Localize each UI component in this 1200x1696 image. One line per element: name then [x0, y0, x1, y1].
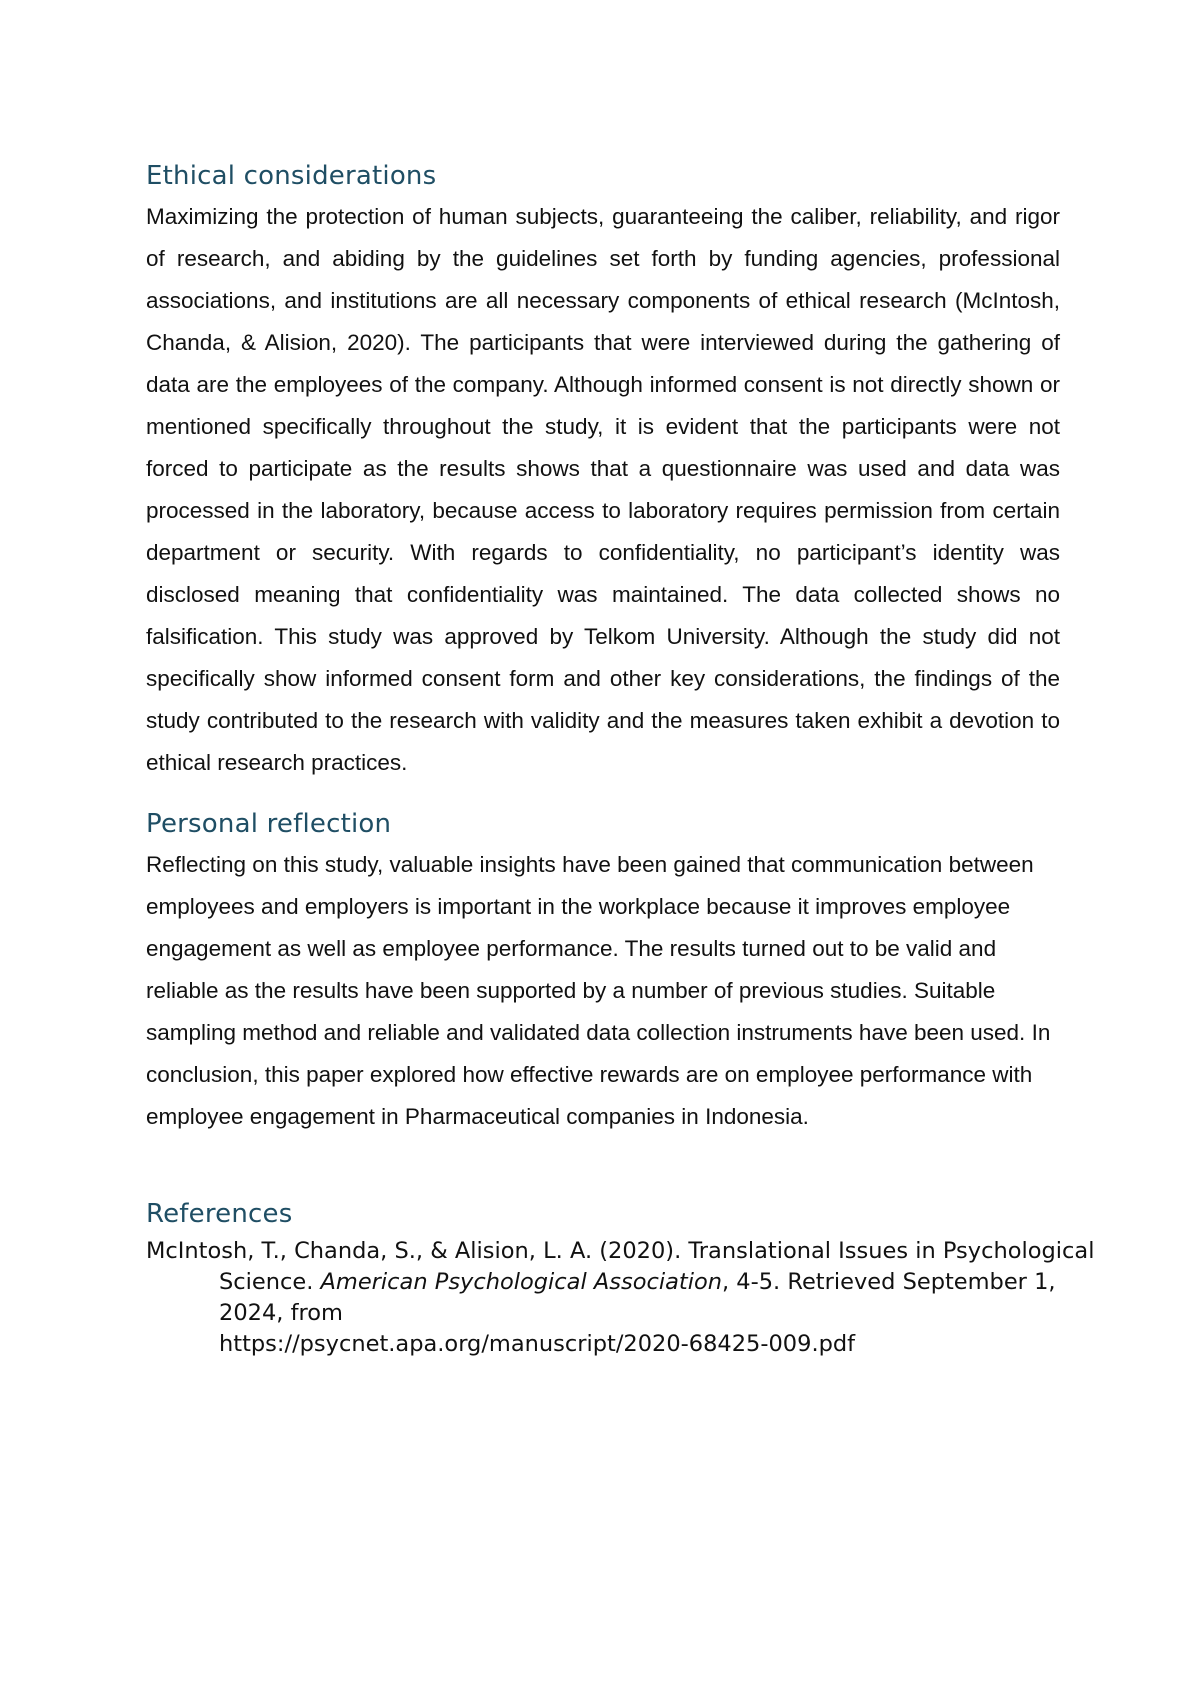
reference-pages-retrieved: , 4-5. Retrieved September 1, 2024, from [219, 1269, 1056, 1326]
reference-entry [146, 1236, 1119, 1360]
heading-ethical-considerations: Ethical considerations [146, 161, 437, 191]
reference-authors-title: McIntosh, T., Chanda, S., & Alision, L. A. (2020). Translational Issues in Psychological Science. [146, 1238, 1095, 1295]
paragraph-ethical-considerations: Maximizing the protection of human subjects, guaranteeing the caliber, reliability, and rigor of research, and abiding by the guidelines set forth by funding agencies, professional associations, and institutions are all necessary components of ethical research (McIntosh, Chanda, & Alision, 2020). The participants that were interviewed during the gathering of data are the employees of the company. Although informed consent is not directly shown or mentioned specifically throughout the study, it is evident that the participants were not forced to participate as the results shows that a questionnaire was used and data was processed in the laboratory, because access to laboratory requires permission from certain department or security. With regards to confidentiality, no participant’s identity was disclosed meaning that confidentiality was maintained. The data collected shows no falsification. This study was approved by Telkom University. Although the study did not specifically show informed consent form and other key considerations, the findings of the study contributed to the research with validity and the measures taken exhibit a devotion to ethical research practices. [146, 204, 1060, 775]
heading-personal-reflection: Personal reflection [146, 809, 392, 839]
reference-url[interactable]: https://psycnet.apa.org/manuscript/2020-68425-009.pdf [219, 1331, 856, 1357]
reference-source: American Psychological Association [320, 1269, 722, 1295]
paragraph-personal-reflection: Reflecting on this study, valuable insights have been gained that communication between employees and employers is important in the workplace because it improves employee engagement as well as employee performance. The results turned out to be valid and reliable as the results have been supported by a number of previous studies. Suitable sampling method and reliable and validated data collection instruments have been used. In conclusion, this paper explored how effective rewards are on employee performance with employee engagement in Pharmaceutical companies in Indonesia. [146, 852, 1051, 1129]
document-content [146, 158, 1095, 1360]
heading-references: References [146, 1199, 293, 1229]
